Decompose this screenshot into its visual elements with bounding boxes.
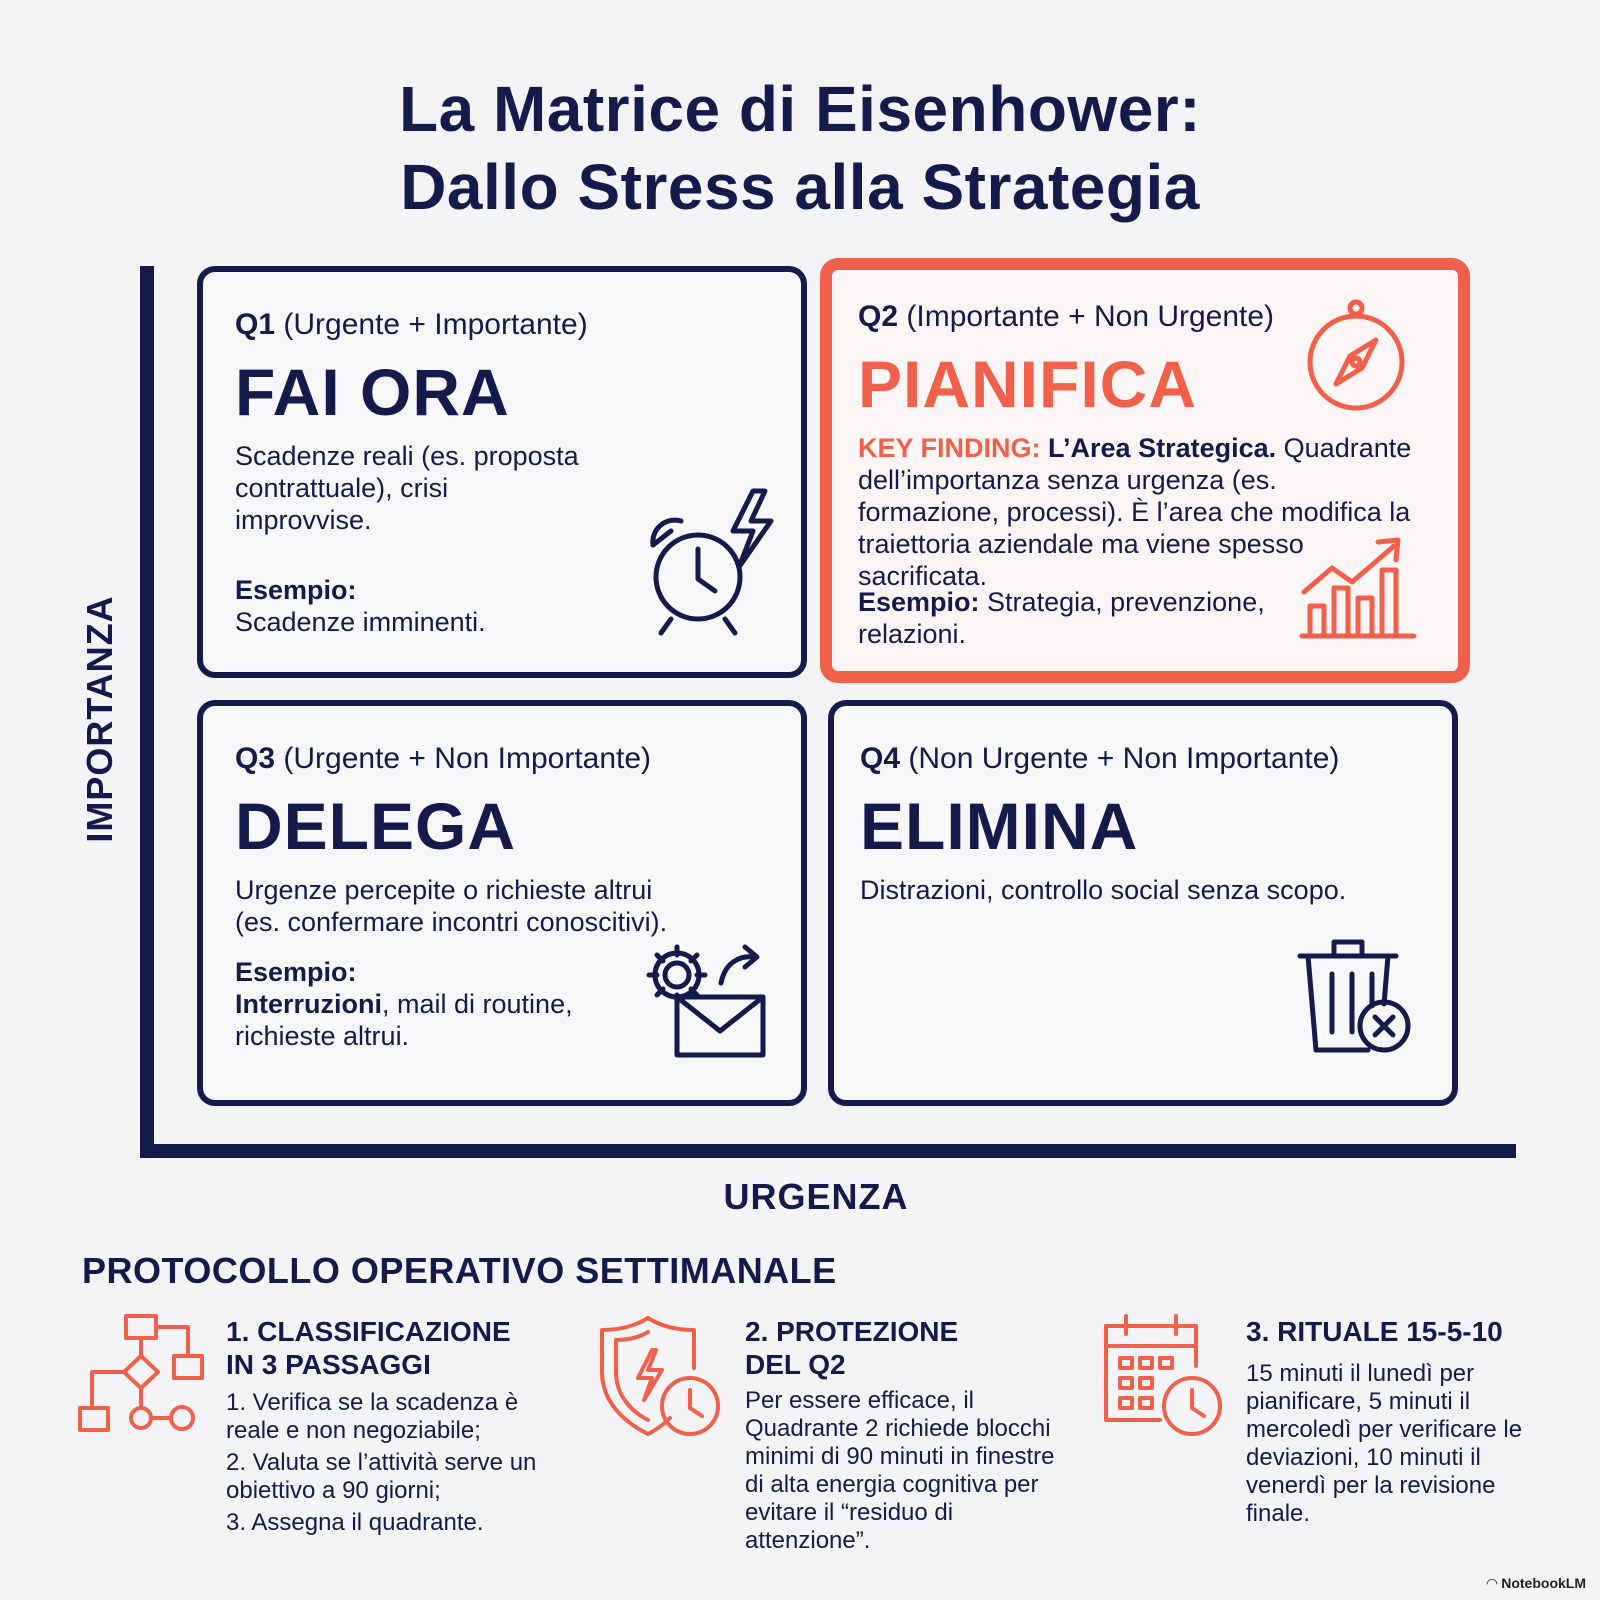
- quadrant-action: FAI ORA: [235, 355, 510, 429]
- step-title: [745, 1315, 1065, 1381]
- quadrant-example: [858, 586, 1288, 650]
- title-line-1: La Matrice di Eisenhower:: [398, 73, 1202, 145]
- quadrant-header: [860, 742, 1339, 776]
- quadrant-action: PIANIFICA: [858, 347, 1197, 421]
- page-title: [0, 70, 1600, 226]
- step-title-line-1: 1. CLASSIFICAZIONE: [226, 1316, 511, 1347]
- quadrant-criteria: (Urgente + Non Importante): [283, 742, 652, 775]
- step-body: Per essere efficace, il Quadrante 2 richiede blocchi minimi di 90 minuti in finestre di alta energia cognitiva per evitare il “residuo di attenzione”.: [745, 1387, 1055, 1554]
- step-title: 3. RITUALE 15-5-10: [1246, 1316, 1503, 1347]
- quadrant-code: Q2: [858, 300, 899, 333]
- quadrant-example: [235, 574, 655, 638]
- protocol-step-1: [226, 1315, 546, 1541]
- example-label: Esempio:: [858, 587, 980, 617]
- key-finding-text: Quadrante dell’importanza senza urgenza (es. formazione, processi). È l’area che modifica la traiettoria aziendale ma viene spesso sacrificata.: [858, 433, 1412, 591]
- key-finding-title: L’Area Strategica.: [1048, 433, 1277, 463]
- protocol-title: PROTOCOLLO OPERATIVO SETTIMANALE: [82, 1250, 837, 1291]
- key-finding-label: KEY FINDING:: [858, 433, 1041, 463]
- quadrant-criteria: (Importante + Non Urgente): [906, 300, 1275, 333]
- quadrant-example: [235, 956, 615, 1052]
- quadrant-q4: [828, 700, 1458, 1106]
- shield-clock-icon: [598, 1312, 728, 1442]
- quadrant-action: ELIMINA: [860, 789, 1139, 863]
- quadrant-header: [858, 300, 1274, 334]
- quadrant-code: Q4: [860, 742, 901, 775]
- quadrant-criteria: (Non Urgente + Non Importante): [908, 742, 1340, 775]
- step-title-line-2: IN 3 PASSAGGI: [226, 1349, 431, 1380]
- quadrant-q1: [197, 266, 807, 678]
- quadrant-description: Urgenze percepite o richieste altrui (es. confermare incontri conoscitivi).: [235, 875, 668, 937]
- trash-delete-icon: [1296, 934, 1416, 1059]
- example-label: Esempio:: [235, 957, 357, 987]
- quadrant-description: Scadenze reali (es. proposta contrattuale), crisi improvvise.: [235, 441, 579, 535]
- example-bold: Interruzioni: [235, 989, 382, 1019]
- step-title-line-2: DEL Q2: [745, 1349, 846, 1380]
- example-text: Scadenze imminenti.: [235, 607, 486, 637]
- quadrant-q2: [820, 258, 1470, 683]
- growth-chart-icon: [1298, 532, 1418, 642]
- urgency-axis-label: URGENZA: [723, 1176, 909, 1217]
- brand-name: NotebookLM: [1501, 1575, 1586, 1591]
- example-label: Esempio:: [235, 575, 357, 605]
- calendar-clock-icon: [1100, 1312, 1230, 1442]
- list-item: 3. Assegna il quadrante.: [226, 1509, 484, 1536]
- alarm-clock-lightning-icon: [643, 487, 778, 637]
- flowchart-icon: [78, 1312, 208, 1442]
- step-title: [226, 1315, 546, 1381]
- step-title-line-1: 2. PROTEZIONE: [745, 1316, 959, 1347]
- urgency-axis-line: [140, 1144, 1516, 1158]
- quadrant-header: [235, 742, 651, 776]
- compass-icon: [1304, 298, 1408, 414]
- example-text: , mail di routine, richieste altrui.: [235, 989, 573, 1051]
- list-item: 1. Verifica se la scadenza è reale e non negoziabile;: [226, 1389, 519, 1444]
- importance-axis-line: [140, 266, 154, 1158]
- step-body: 15 minuti il lunedì per pianificare, 5 minuti il mercoledì per verificare le deviazioni, 10 minuti il venerdì per la revisione finale.: [1246, 1360, 1523, 1527]
- title-line-2: Dallo Stress alla Strategia: [400, 151, 1200, 223]
- list-item: 2. Valuta se l’attività serve un obiettivo a 90 giorni;: [226, 1449, 537, 1504]
- importance-axis-label: IMPORTANZA: [79, 595, 120, 843]
- quadrant-code: Q1: [235, 308, 276, 341]
- step-list: [226, 1389, 546, 1537]
- quadrant-header: [235, 308, 588, 342]
- quadrant-criteria: (Urgente + Importante): [283, 308, 588, 341]
- gear-mail-forward-icon: [643, 941, 773, 1066]
- brand-mark-icon: ◠: [1486, 1575, 1502, 1591]
- example-text: Strategia, prevenzione, relazioni.: [858, 587, 1265, 649]
- quadrant-description: Distrazioni, controllo social senza scopo.: [860, 875, 1347, 905]
- protocol-step-3: [1246, 1315, 1526, 1528]
- quadrant-code: Q3: [235, 742, 276, 775]
- protocol-step-2: [745, 1315, 1065, 1555]
- quadrant-q3: [197, 700, 807, 1106]
- quadrant-action: DELEGA: [235, 789, 517, 863]
- brand-logo: [1487, 1575, 1586, 1592]
